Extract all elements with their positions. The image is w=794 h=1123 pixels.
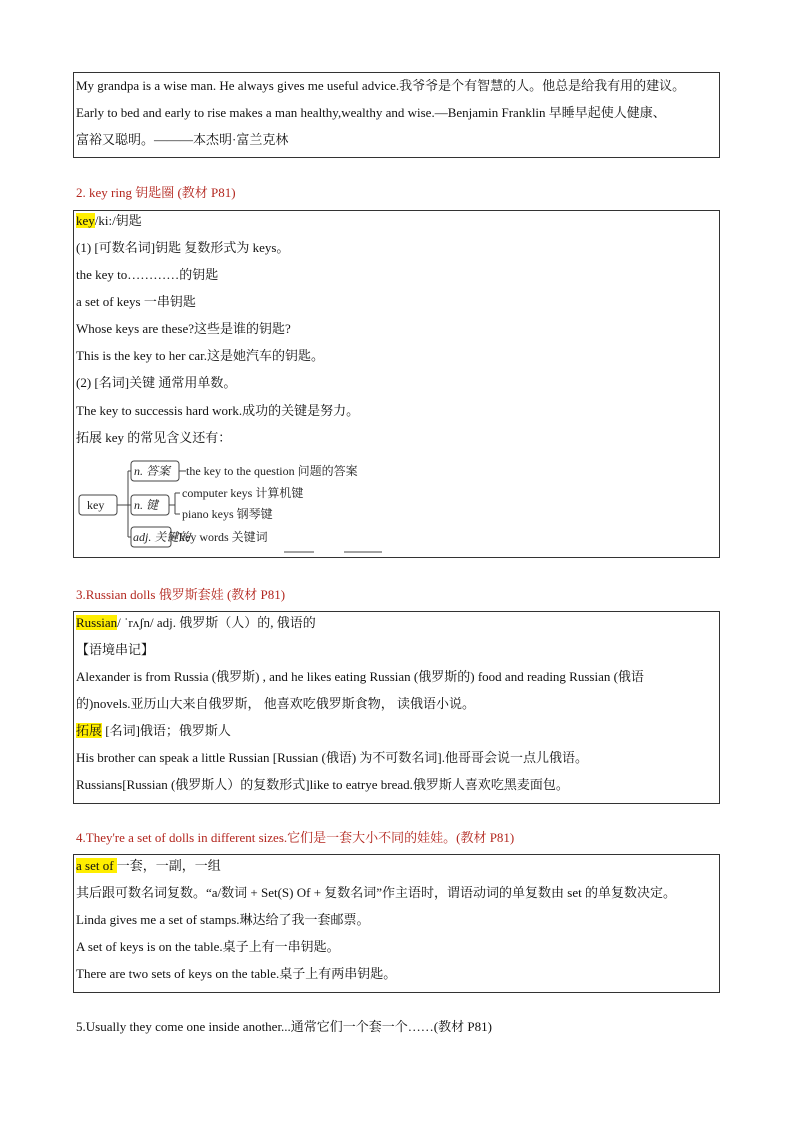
vocab-entry	[76, 857, 221, 875]
text-line: the key to…………的钥匙	[76, 267, 219, 282]
phonetic-meaning: / ˈrʌʃn/ adj. 俄罗斯（人）的, 俄语的	[117, 615, 316, 630]
text-line: A set of keys is on the table.桌子上有一串钥匙。	[76, 939, 340, 954]
russian-box	[73, 611, 720, 804]
extension-line	[76, 722, 231, 740]
meaning: 一套，一副，一组	[116, 858, 221, 873]
text-line: 其后跟可数名词复数。“a/数词 + Set(S) Of + 复数名词”作主语时，谓语动词的单复数由 set 的单复数决定。	[76, 885, 676, 900]
text-line: This is the key to her car.这是她汽车的钥匙。	[76, 348, 325, 363]
extension-text: [名词]俄语；俄罗斯人	[102, 723, 231, 738]
text-line: a set of keys 一串钥匙	[76, 294, 196, 309]
text-line: 拓展 key 的常见含义还有：	[76, 430, 232, 445]
diagram-item: piano keys 钢琴键	[182, 507, 273, 521]
diagram-tag-adj: adj. 关键的	[133, 530, 191, 544]
key-meanings-diagram	[74, 211, 719, 557]
text-line: There are two sets of keys on the table.桌子上有两串钥匙。	[76, 966, 397, 981]
highlighted-word: Russian	[76, 615, 118, 630]
diagram-tag-key: n. 键	[134, 498, 159, 512]
text-line: The key to successis hard work.成功的关键是努力。	[76, 403, 360, 418]
section-heading: 5.Usually they come one inside another...通常它们一个套一个……(教材 P81)	[76, 1019, 492, 1034]
text-line: 富裕又聪明。———本杰明·富兰克林	[76, 132, 289, 147]
section-heading: 2. key ring 钥匙圈 (教材 P81)	[76, 185, 236, 200]
highlighted-word: a set of	[76, 858, 117, 873]
text-line: Linda gives me a set of stamps.琳达给了我一套邮票。	[76, 912, 370, 927]
text-line: (1) [可数名词]钥匙 复数形式为 keys。	[76, 240, 290, 255]
section-heading: 4.They're a set of dolls in different sizes.它们是一套大小不同的娃娃。(教材 P81)	[76, 830, 515, 845]
text-line: (2) [名词]关键 通常用单数。	[76, 375, 237, 390]
extension-label: 拓展	[76, 723, 103, 738]
set-of-box	[73, 854, 720, 993]
text-line: 【语境串记】	[76, 642, 155, 657]
phonetic-meaning: /ki:/钥匙	[94, 213, 142, 228]
text-line: His brother can speak a little Russian [Russian (俄语) 为不可数名词].他哥哥会说一点儿俄语。	[76, 750, 588, 765]
key-box	[73, 210, 720, 558]
quote-box	[73, 72, 720, 158]
text-line: Russians[Russian (俄罗斯人）的复数形式]like to eatrye bread.俄罗斯人喜欢吃黑麦面包。	[76, 777, 569, 792]
text-line: Alexander is from Russia (俄罗斯) , and he likes eating Russian (俄罗斯的) food and reading Russian (俄语	[76, 669, 644, 684]
diagram-item: key words 关键词	[179, 530, 268, 544]
diagram-root: key	[87, 498, 105, 512]
vocab-entry	[76, 614, 316, 632]
highlighted-word: key	[76, 213, 95, 228]
section-heading: 3.Russian dolls 俄罗斯套娃 (教材 P81)	[76, 587, 286, 602]
text-line: My grandpa is a wise man. He always gives me useful advice.我爷爷是个有智慧的人。他总是给我有用的建议。	[76, 78, 686, 93]
diagram-item: computer keys 计算机键	[182, 486, 304, 500]
text-line: 的)novels.亚历山大来自俄罗斯， 他喜欢吃俄罗斯食物， 读俄语小说。	[76, 696, 476, 711]
diagram-tag-answer: n. 答案	[134, 464, 171, 478]
text-line: Early to bed and early to rise makes a man healthy,wealthy and wise.—Benjamin Franklin 早睡早起使人健康、	[76, 105, 666, 120]
text-line: Whose keys are these?这些是谁的钥匙?	[76, 321, 291, 336]
diagram-item: the key to the question 问题的答案	[186, 464, 358, 478]
